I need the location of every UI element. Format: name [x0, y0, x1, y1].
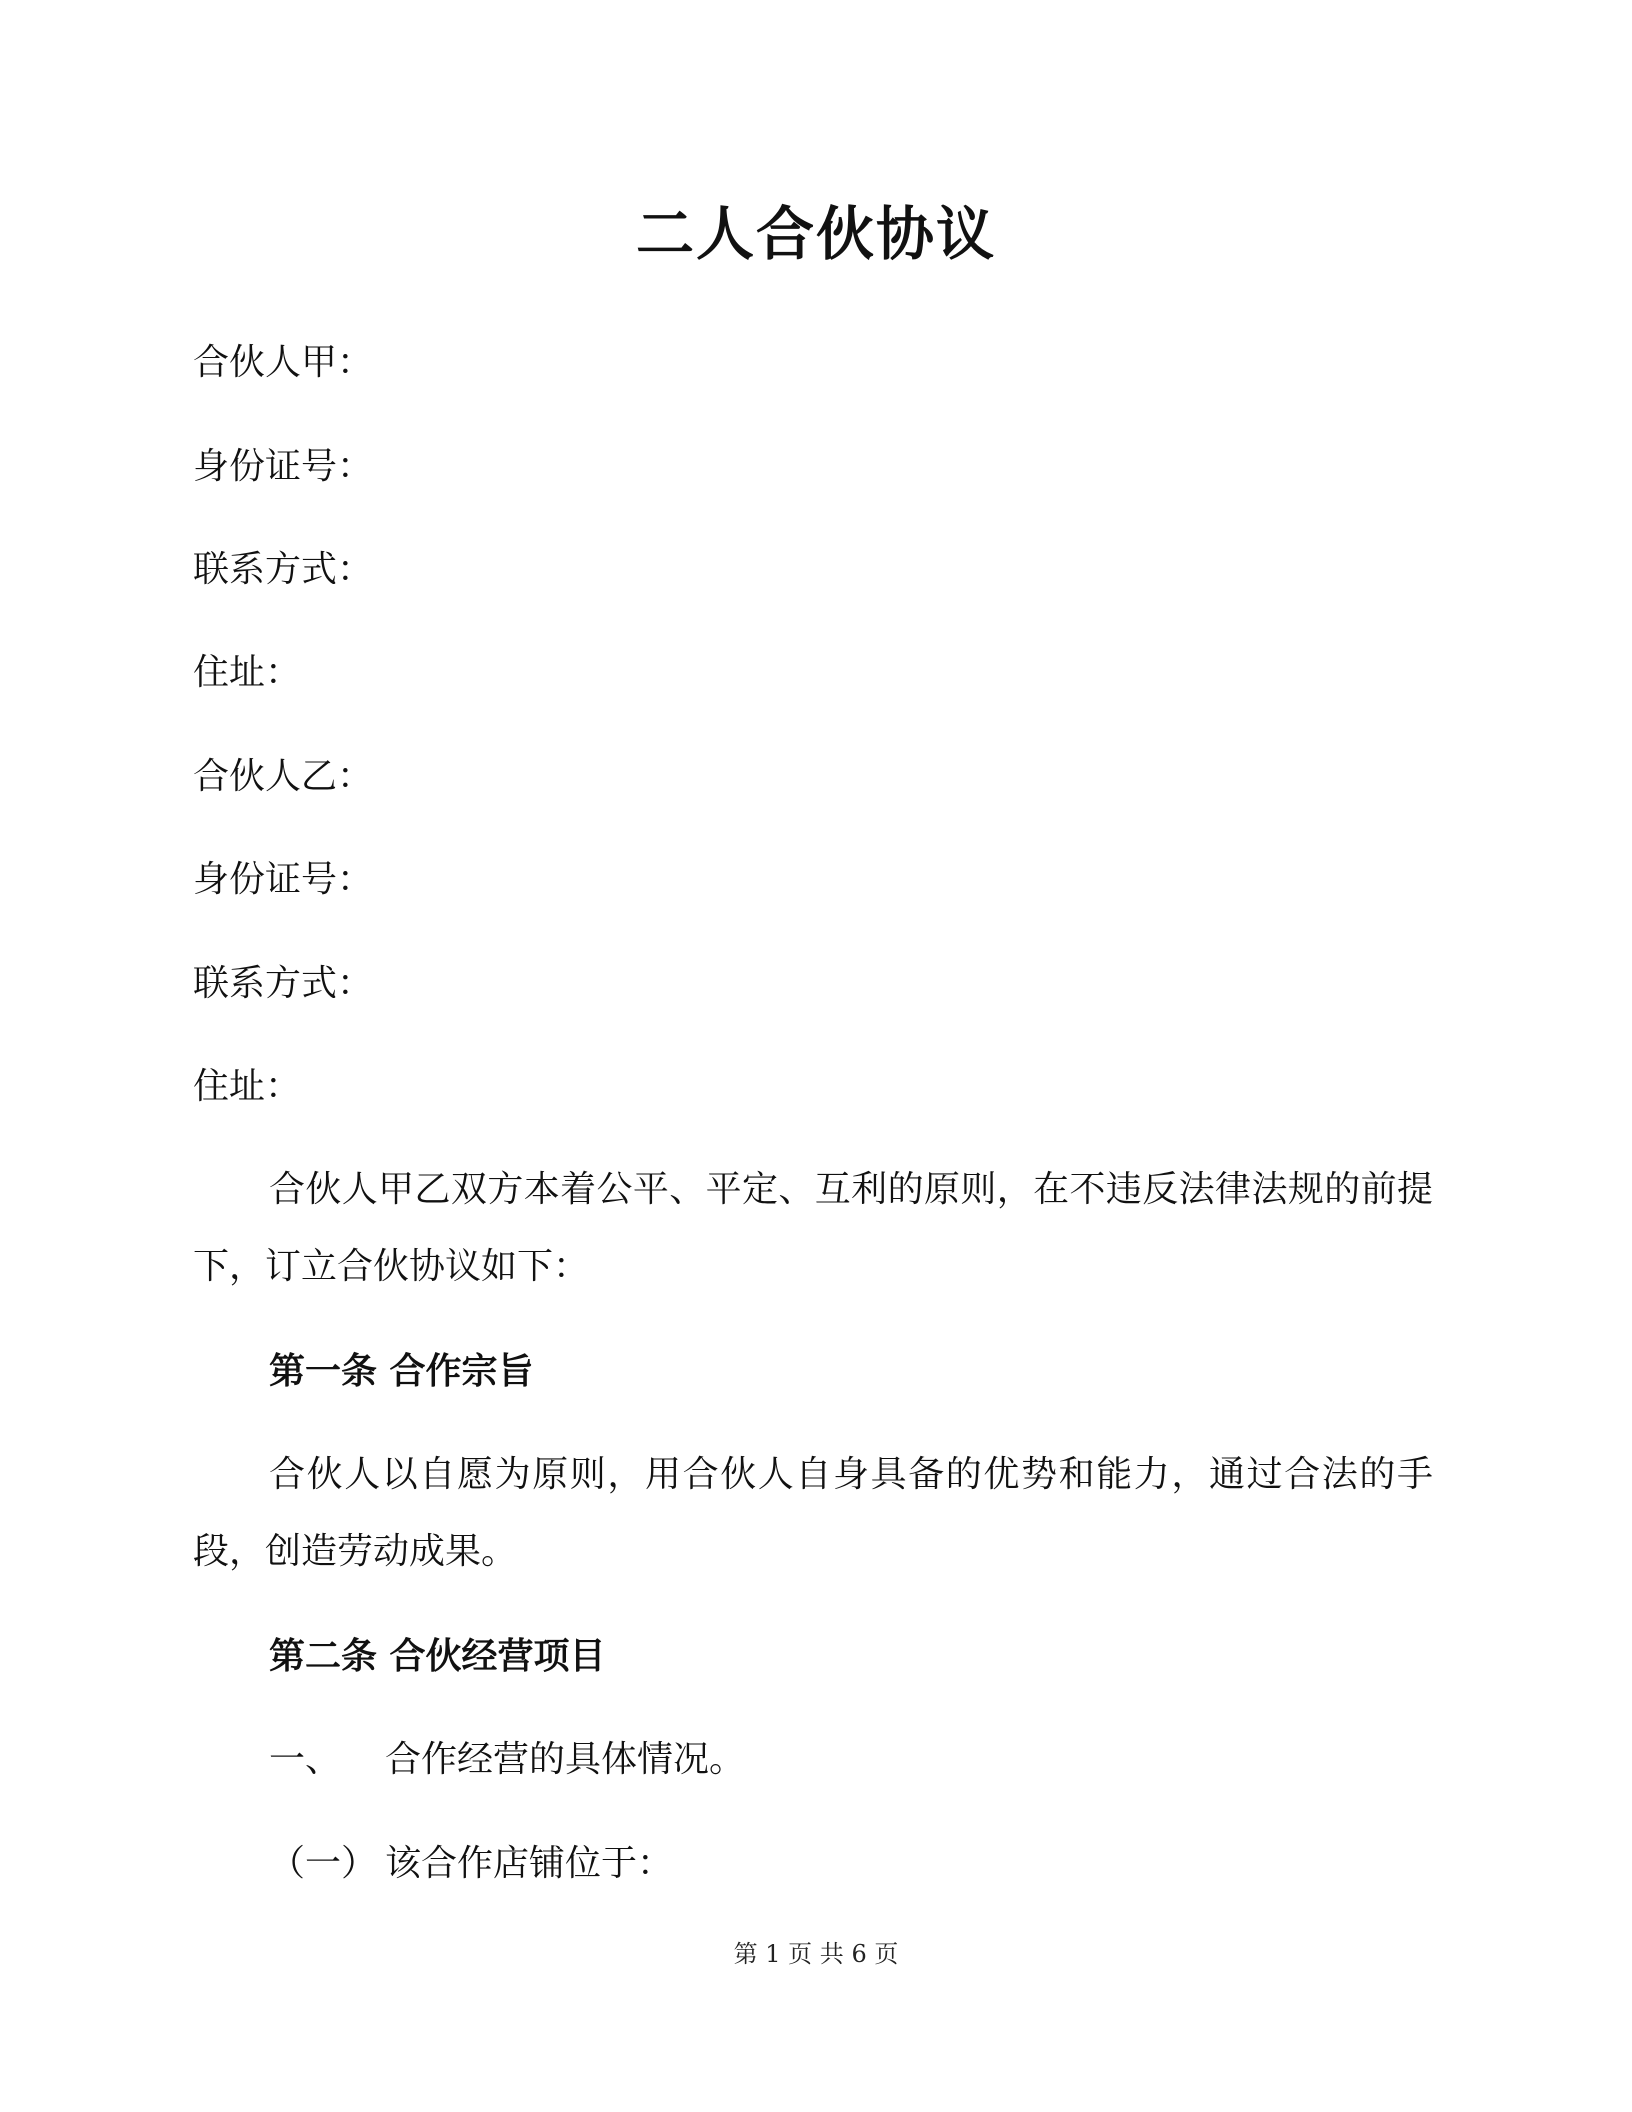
document-title: 二人合伙协议	[635, 200, 996, 268]
subitem-1-text: 该合作店铺位于：	[385, 1843, 674, 1884]
article-1-body: 合伙人以自愿为原则，用合伙人自身具备的优势和能力，通过合法的手段，创造劳动成果。	[193, 1454, 1433, 1572]
party-a-id-label: 身份证号：	[193, 446, 374, 487]
party-a-name-label: 合伙人甲：	[193, 342, 374, 383]
article-2-heading: 第二条 合伙经营项目	[269, 1636, 606, 1677]
article-2-item-1	[269, 1735, 745, 1785]
party-b-address-label: 住址：	[193, 1066, 302, 1107]
page-footer: 第 1 页 共 6 页	[733, 1940, 899, 1968]
preamble-paragraph: 合伙人甲乙双方本着公平、平定、互利的原则，在不违反法律法规的前提下，订立合伙协议如下：	[193, 1169, 1433, 1287]
party-b-contact-label: 联系方式：	[193, 963, 374, 1004]
subitem-1-marker: （一）	[269, 1843, 378, 1884]
article-2-subitem-1	[269, 1839, 673, 1889]
party-a-address-label: 住址：	[193, 652, 302, 693]
party-a-contact-label: 联系方式：	[193, 549, 374, 590]
item-1-marker: 一、	[269, 1739, 342, 1780]
party-b-name-label: 合伙人乙：	[193, 756, 374, 797]
party-b-id-label: 身份证号：	[193, 859, 374, 900]
item-1-text: 合作经营的具体情况。	[385, 1739, 746, 1780]
article-1-heading: 第一条 合作宗旨	[269, 1351, 534, 1392]
